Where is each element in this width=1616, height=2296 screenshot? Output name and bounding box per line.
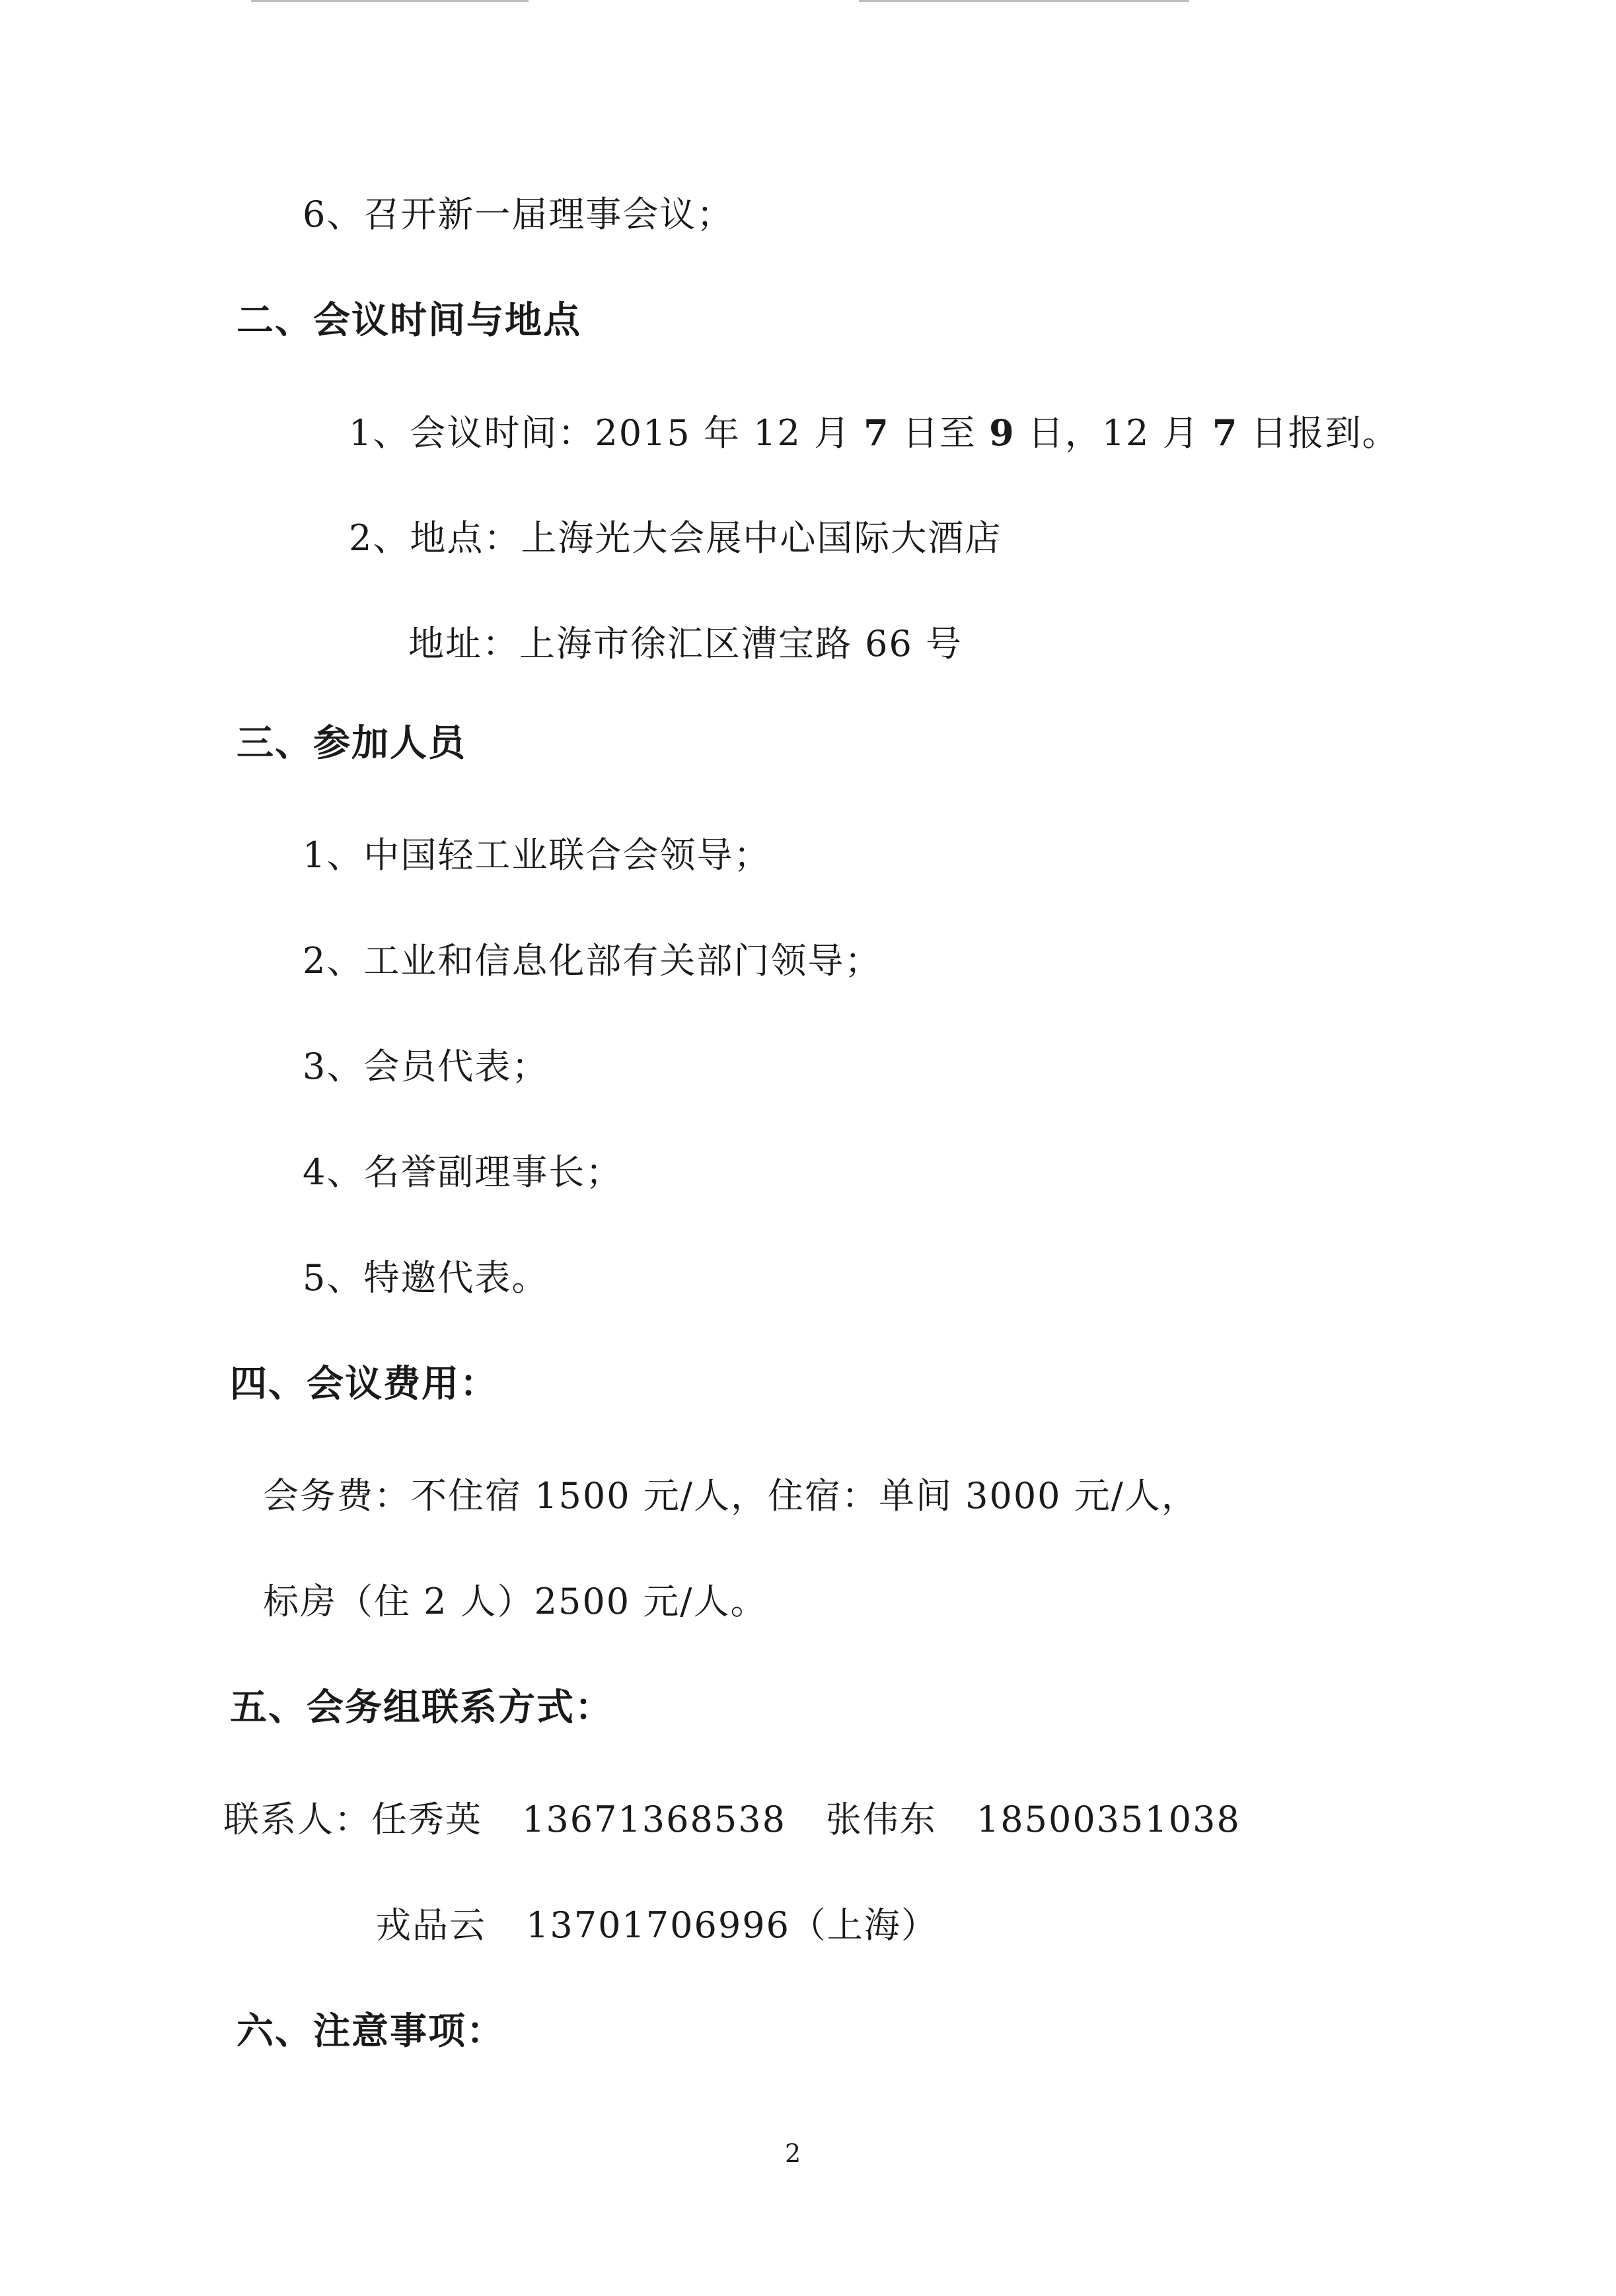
contact-row-2 <box>375 1904 938 1946</box>
meeting-time-day3: 7 <box>1212 412 1239 454</box>
meeting-time <box>349 412 1399 454</box>
section-heading-3: 三、参加人员 <box>237 722 466 765</box>
contact-name: 任秀英 <box>371 1799 482 1840</box>
meeting-time-day2: 9 <box>989 412 1015 454</box>
attendee-item: 2、工业和信息化部有关部门领导； <box>303 940 882 982</box>
attendee-item: 5、特邀代表。 <box>303 1257 549 1299</box>
meeting-venue: 2、地点：上海光大会展中心国际大酒店 <box>349 517 1002 559</box>
contact-row-1 <box>223 1799 1241 1840</box>
contact-phone: 13701706996（上海） <box>526 1904 938 1946</box>
section-heading-5: 五、会务组联系方式： <box>230 1686 613 1729</box>
contact-name: 戎品云 <box>375 1904 486 1946</box>
meeting-time-day1: 7 <box>863 412 890 454</box>
contact-phone: 13671368538 <box>522 1799 786 1840</box>
meeting-address: 地址：上海市徐汇区漕宝路 66 号 <box>408 623 963 664</box>
scan-mark <box>251 0 529 2</box>
fee-line-2: 标房（住 2 人）2500 元/人。 <box>263 1581 768 1622</box>
section-heading-6: 六、注意事项： <box>237 2010 505 2053</box>
fee-line-1: 会务费：不住宿 1500 元/人，住宿：单间 3000 元/人， <box>263 1475 1198 1517</box>
meeting-time-suffix: 日报到。 <box>1238 412 1399 454</box>
meeting-time-mid2: 日，12 月 <box>1015 412 1212 454</box>
meeting-time-prefix: 1、会议时间：2015 年 12 月 <box>349 412 864 454</box>
attendee-item: 4、名誉副理事长； <box>303 1151 623 1193</box>
contact-label: 联系人： <box>223 1799 371 1840</box>
section-heading-4: 四、会议费用： <box>230 1363 498 1406</box>
section-heading-2: 二、会议时间与地点 <box>237 299 581 342</box>
contact-phone: 18500351038 <box>976 1799 1241 1840</box>
contact-name: 张伟东 <box>825 1799 937 1840</box>
attendee-item: 3、会员代表； <box>303 1046 549 1087</box>
page-number: 2 <box>785 2139 801 2168</box>
item-6: 6、召开新一届理事会议； <box>303 194 734 235</box>
meeting-time-mid1: 日至 <box>889 412 990 454</box>
scan-mark <box>859 0 1189 2</box>
attendee-item: 1、中国轻工业联合会领导； <box>303 834 771 876</box>
